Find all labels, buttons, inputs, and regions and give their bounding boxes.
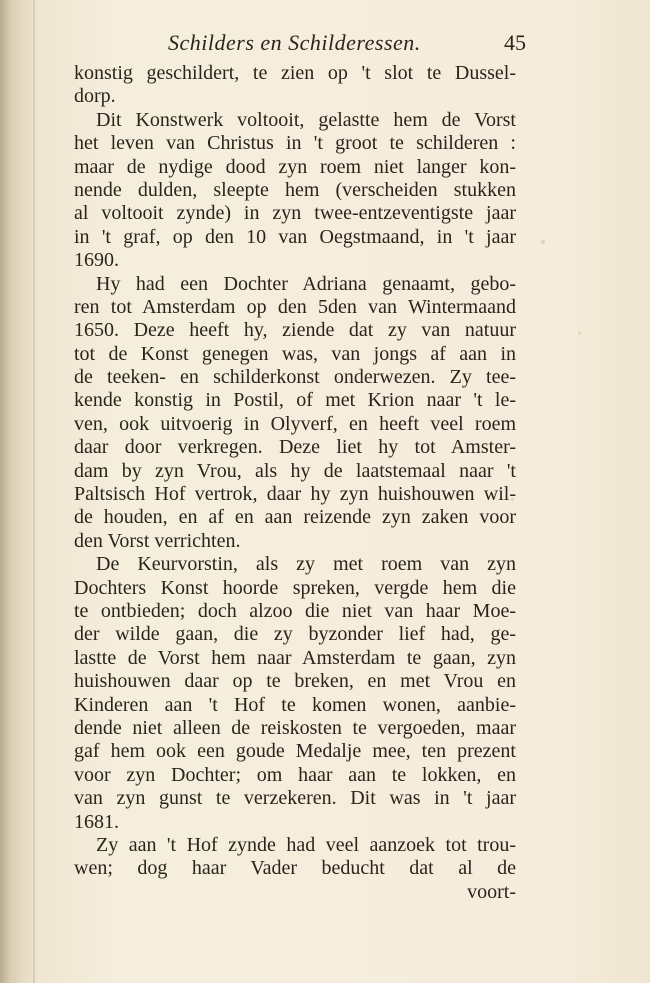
text-line: Dochters Konst hoorde spreken, vergde hem die <box>74 576 516 599</box>
text-line: Paltsisch Hof vertrok, daar hy zyn huishouwen wil- <box>74 483 516 506</box>
text-line: gaf hem ook een goude Medalje mee, ten prezent <box>74 740 516 763</box>
paper-speck <box>541 240 545 244</box>
text-line: tot de Konst genegen was, van jongs af aan in <box>74 342 516 365</box>
text-line: 1690. <box>74 249 119 272</box>
page-header <box>74 30 526 64</box>
text-line: De Keurvorstin, als zy met roem van zyn <box>96 553 516 576</box>
text-line: van zyn gunst te verzekeren. Dit was in 't jaar <box>74 787 516 810</box>
body-text <box>74 62 516 904</box>
text-line: lastte de Vorst hem naar Amsterdam te gaan, zyn <box>74 646 516 669</box>
text-line: nende dulden, sleepte hem (verscheiden stukken <box>74 178 516 201</box>
text-line: al voltooit zynde) in zyn twee-entzeventigste jaar <box>74 202 516 225</box>
text-line: Hy had een Dochter Adriana genaamt, gebo- <box>96 272 516 295</box>
paper-speck <box>578 332 581 335</box>
text-line: voor zyn Dochter; om haar aan te lokken, en <box>74 763 516 786</box>
text-line: 1681. <box>74 810 119 833</box>
text-line: konstig geschildert, te zien op 't slot te Dussel- <box>74 62 516 84</box>
text-line: ven, ook uitvoerig in Olyverf, en heeft veel roem <box>74 412 516 435</box>
text-line: de teeken- en schilderkonst onderwezen. Zy tee- <box>74 366 516 389</box>
catchword: voort- <box>467 880 516 903</box>
text-line: dende niet alleen de reiskosten te vergoeden, maar <box>74 716 516 739</box>
text-line: te ontbieden; doch alzoo die niet van haar Moe- <box>74 599 516 622</box>
text-line: het leven van Christus in 't groot te schilderen : <box>74 132 516 155</box>
text-line: in 't graf, op den 10 van Oegstmaand, in 't jaar <box>74 225 516 248</box>
text-line: der wilde gaan, die zy byzonder lief had, ge- <box>74 623 516 646</box>
text-line: huishouwen daar op te breken, en met Vrou en <box>74 670 516 693</box>
text-line: wen; dog haar Vader beducht dat al de <box>74 857 516 880</box>
page-gutter-line <box>33 0 35 983</box>
text-line: dam by zyn Vrou, als hy de laatstemaal naar 't <box>74 459 516 482</box>
text-line: kende konstig in Postil, of met Krion naar 't le- <box>74 389 516 412</box>
text-line: maar de nydige dood zyn roem niet langer kon- <box>74 155 516 178</box>
text-line: daar door verkregen. Deze liet hy tot Amster- <box>74 436 516 459</box>
running-head: Schilders en Schilderessen. <box>168 30 421 55</box>
text-line: den Vorst verrichten. <box>74 529 241 552</box>
text-line: de houden, en af en aan reizende zyn zaken voor <box>74 506 516 529</box>
page-number: 45 <box>504 30 526 55</box>
text-line: 1650. Deze heeft hy, ziende dat zy van natuur <box>74 319 516 342</box>
text-line: ren tot Amsterdam op den 5den van Wintermaand <box>74 295 516 318</box>
text-line: Dit Konstwerk voltooit, gelastte hem de Vorst <box>96 108 516 131</box>
text-line: Zy aan 't Hof zynde had veel aanzoek tot trou- <box>96 833 516 856</box>
text-line: Kinderen aan 't Hof te komen wonen, aanbie- <box>74 693 516 716</box>
text-line: dorp. <box>74 85 116 108</box>
